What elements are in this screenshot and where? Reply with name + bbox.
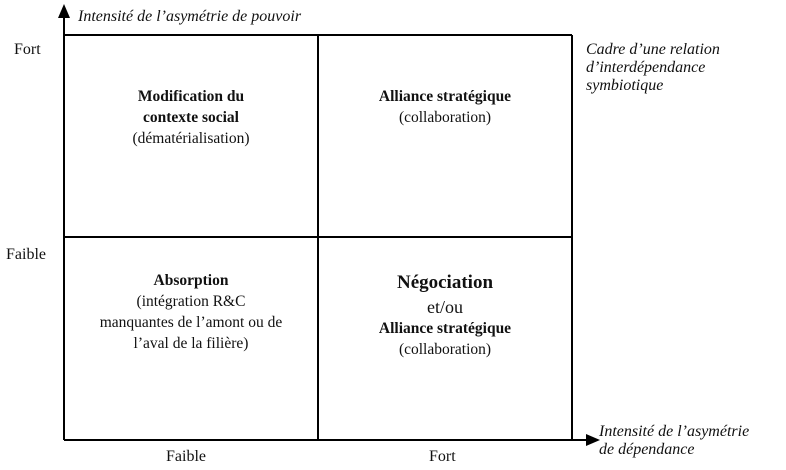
quadrant-bottom-left-title: Absorption bbox=[153, 272, 229, 289]
quadrant-bottom-left-detail-line1: (intégration R&C bbox=[136, 293, 246, 310]
side-note-line1: Cadre d’une relation bbox=[586, 41, 720, 58]
quadrant-top-right bbox=[320, 86, 570, 128]
x-tick-fort: Fort bbox=[429, 448, 456, 465]
quadrant-top-left-title-line1: Modification du bbox=[137, 88, 245, 105]
quadrant-top-left bbox=[66, 86, 316, 149]
quadrant-top-left-detail: (dématérialisation) bbox=[132, 130, 250, 147]
y-tick-fort: Fort bbox=[14, 41, 41, 58]
quadrant-bottom-right-detail: (collaboration) bbox=[398, 341, 492, 358]
x-axis-title-line1: Intensité de l’asymétrie bbox=[599, 423, 750, 440]
quadrant-top-right-title: Alliance stratégique bbox=[378, 88, 512, 105]
quadrant-bottom-right bbox=[320, 270, 570, 360]
quadrant-bottom-left-detail-line3: l’aval de la filière) bbox=[133, 335, 249, 352]
x-axis-title-line2: de dépendance bbox=[599, 441, 695, 458]
side-note-line2: d’interdépendance bbox=[586, 59, 706, 76]
quadrant-bottom-right-title: Négociation bbox=[396, 272, 494, 293]
quadrant-bottom-right-connector: et/ou bbox=[427, 297, 463, 317]
y-axis-arrowhead bbox=[58, 4, 70, 18]
quadrant-top-left-title-line2: contexte social bbox=[143, 109, 239, 126]
side-note bbox=[586, 41, 720, 95]
y-tick-faible: Faible bbox=[6, 246, 46, 263]
x-axis-title bbox=[599, 423, 749, 459]
quadrant-bottom-left bbox=[66, 270, 316, 354]
quadrant-bottom-left-detail-line2: manquantes de l’amont ou de bbox=[99, 314, 283, 331]
quadrant-top-right-detail: (collaboration) bbox=[398, 109, 492, 126]
side-note-line3: symbiotique bbox=[586, 77, 664, 94]
x-axis-arrowhead bbox=[586, 434, 600, 446]
quadrant-bottom-right-subtitle: Alliance stratégique bbox=[378, 320, 512, 337]
x-tick-faible: Faible bbox=[166, 448, 206, 465]
y-axis-title: Intensité de l’asymétrie de pouvoir bbox=[78, 8, 302, 25]
